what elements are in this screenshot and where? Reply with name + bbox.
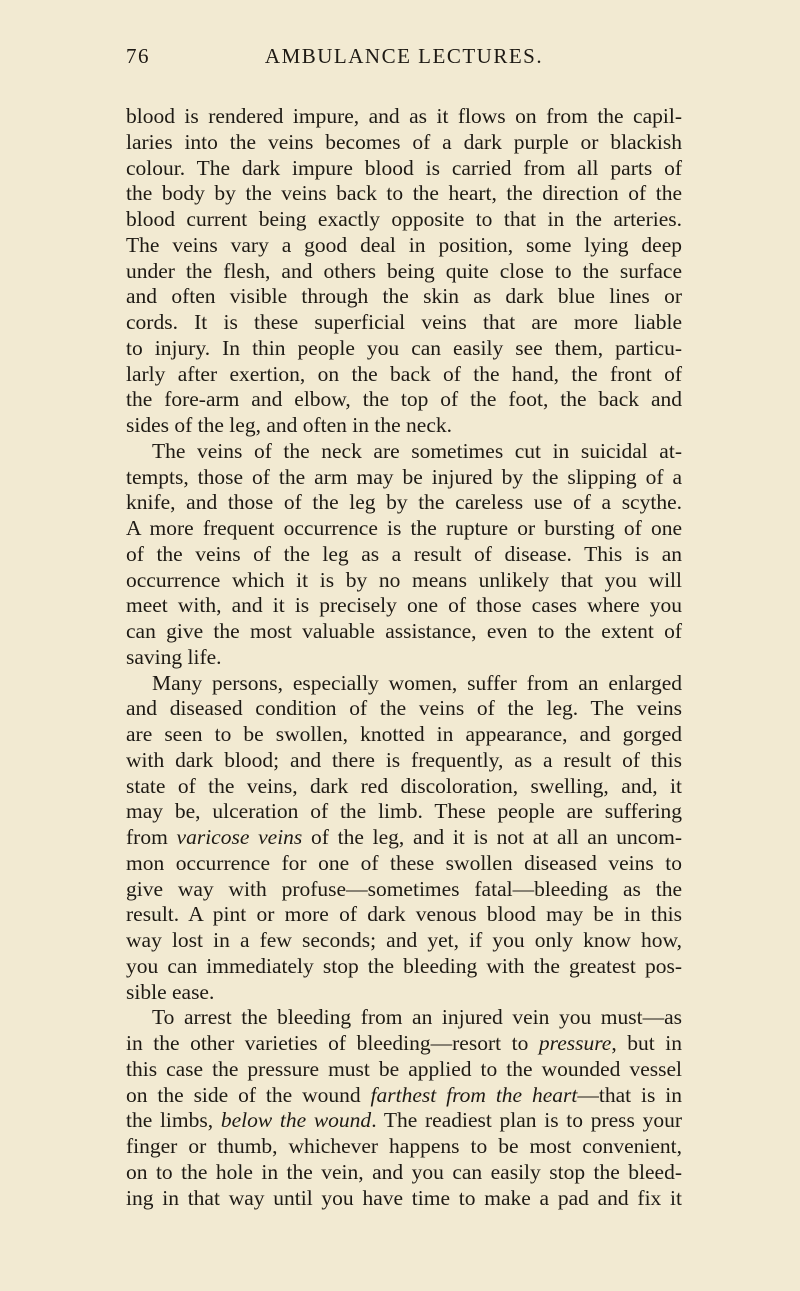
page-header <box>126 44 682 76</box>
text-line: occurrence which it is by no means unlikely that you will <box>126 567 682 592</box>
text-line: of the veins of the leg as a result of disease. This is an <box>126 541 682 566</box>
text-line: laries into the veins becomes of a dark purple or blackish <box>126 129 682 154</box>
text-line: may be, ulceration of the limb. These people are suffering <box>126 799 682 824</box>
text-line: result. A pint or more of dark venous blood may be in this <box>126 902 682 927</box>
text-line: and diseased condition of the veins of the leg. The veins <box>126 696 682 721</box>
text-line: knife, and those of the leg by the careless use of a scythe. <box>126 490 682 515</box>
text-line: cords. It is these superficial veins that are more liable <box>126 310 682 334</box>
paragraph-1 <box>126 104 682 439</box>
italic-term: farthest from the heart <box>370 1082 578 1107</box>
text-line: from varicose veins of the leg, and it is not at all an uncom- <box>126 825 682 849</box>
text-line: the limbs, below the wound. The readiest plan is to press your <box>126 1108 682 1133</box>
italic-term: pressure <box>538 1031 612 1055</box>
text-line: the body by the veins back to the heart, the direction of the <box>126 181 682 206</box>
text-line: under the flesh, and others being quite close to the surface <box>126 258 682 283</box>
text-line: way lost in a few seconds; and yet, if you only know how, <box>126 928 682 952</box>
text-line: meet with, and it is precisely one of those cases where you <box>126 593 682 618</box>
text-line: To arrest the bleeding from an injured vein you must—as <box>152 1005 682 1030</box>
text-line: in the other varieties of bleeding—resort to pressure, but in <box>126 1031 683 1055</box>
paragraph-3 <box>126 671 682 1006</box>
text-line: this case the pressure must be applied to the wounded vessel <box>126 1056 682 1081</box>
running-title: AMBULANCE LECTURES. <box>264 44 544 68</box>
body-text <box>126 104 682 1211</box>
text-line: larly after exertion, on the back of the hand, the front of <box>126 361 682 386</box>
text-line: blood current being exactly opposite to that in the arteries. <box>126 207 682 231</box>
text-line: saving life. <box>126 644 222 669</box>
text-line: state of the veins, dark red discoloration, swelling, and, it <box>126 773 682 798</box>
text-line: the fore-arm and elbow, the top of the foot, the back and <box>126 387 682 412</box>
text-line: give way with profuse—sometimes fatal—bleeding as the <box>126 876 682 901</box>
text-line: finger or thumb, whichever happens to be most convenient, <box>126 1134 682 1158</box>
text-line: A more frequent occurrence is the rupture or bursting of one <box>126 516 682 540</box>
text-line: on to the hole in the vein, and you can easily stop the bleed- <box>126 1159 682 1184</box>
text-line: you can immediately stop the bleeding with the greatest pos- <box>126 953 682 978</box>
text-line: to injury. In thin people you can easily see them, particu- <box>126 335 682 360</box>
page-number: 76 <box>126 44 150 68</box>
text-line: The veins of the neck are sometimes cut in suicidal at- <box>152 438 682 463</box>
text-line: are seen to be swollen, knotted in appearance, and gorged <box>126 722 682 746</box>
text-line: and often visible through the skin as dark blue lines or <box>126 284 682 309</box>
italic-term: below the wound <box>220 1108 372 1133</box>
italic-term: varicose veins <box>176 825 303 849</box>
text-line: with dark blood; and there is frequently, as a result of this <box>126 747 682 772</box>
text-line: mon occurrence for one of these swollen diseased veins to <box>126 850 682 875</box>
text-line: Many persons, especially women, suffer from an enlarged <box>152 670 682 695</box>
text-line: sides of the leg, and often in the neck. <box>126 413 452 437</box>
text-line: can give the most valuable assistance, even to the extent of <box>126 619 682 643</box>
text-line: sible ease. <box>126 979 215 1004</box>
text-line: on the side of the wound farthest from the heart—that is in <box>126 1082 682 1107</box>
paragraph-2 <box>126 439 682 671</box>
text-line: The veins vary a good deal in position, some lying deep <box>126 232 682 257</box>
paragraph-4 <box>126 1005 682 1211</box>
text-line: blood is rendered impure, and as it flows on from the capil- <box>126 104 682 128</box>
text-line: colour. The dark impure blood is carried from all parts of <box>126 155 682 180</box>
text-line: tempts, those of the arm may be injured by the slipping of a <box>126 464 682 489</box>
text-line: ing in that way until you have time to make a pad and fix it <box>126 1185 682 1210</box>
